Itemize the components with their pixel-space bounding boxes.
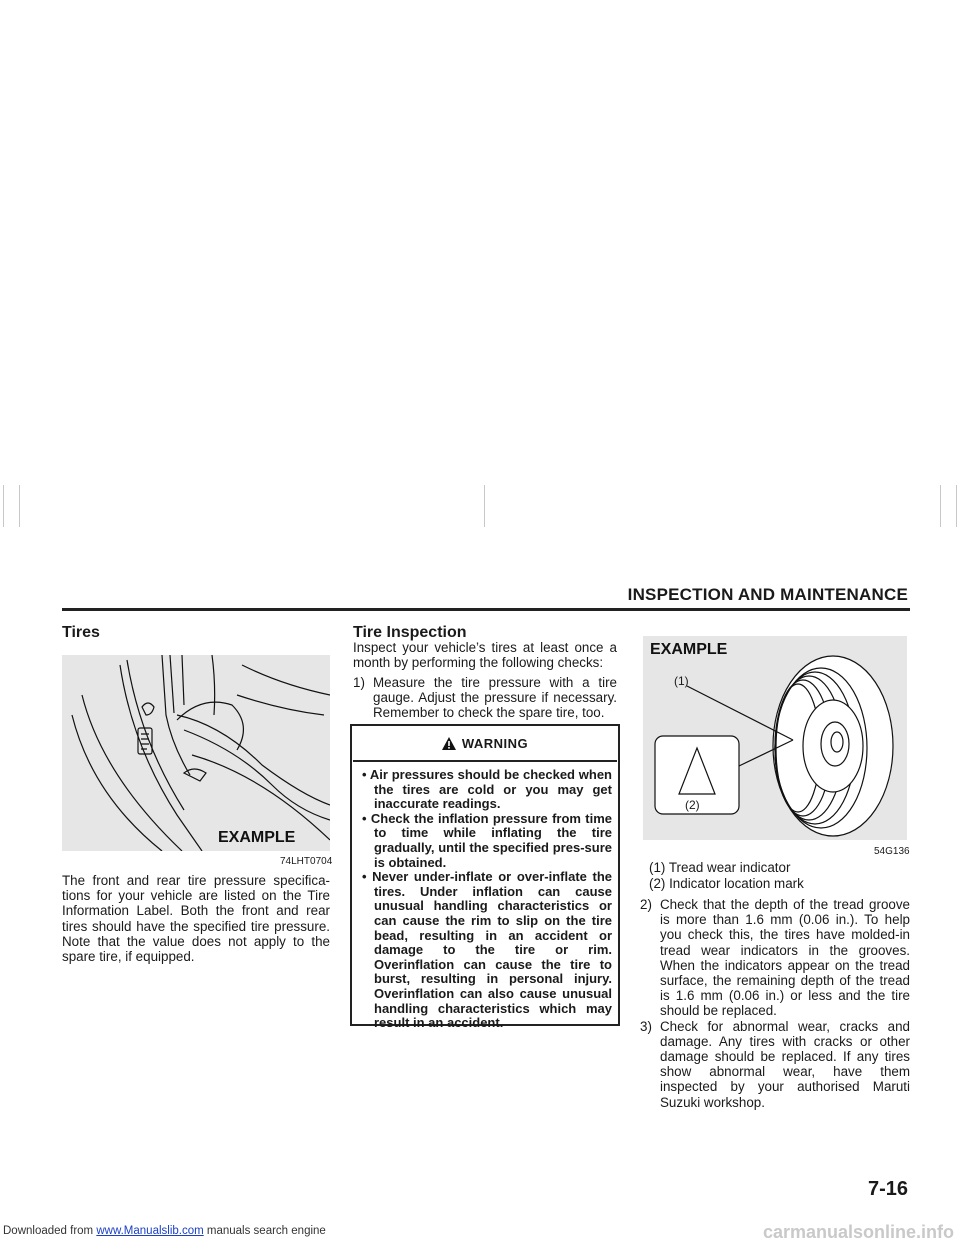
crop-line [3,485,4,527]
tire-inspection-heading: Tire Inspection [353,624,467,641]
example-label: EXAMPLE [650,641,728,658]
warning-box [350,724,620,1031]
page-number: 7-16 [867,1178,908,1200]
image-code: 74LHT0704 [280,856,333,867]
crop-line [956,485,957,527]
step-list [640,897,910,1110]
warning-item: • Never under-inflate or over-inflate the tires. Under inflation can cause unusual handling characteristics or can cause the rim to slip on the tire bead, resulting in an accident or damage to the tire or rim. Overinflation can cause the tire to burst, resulting in personal injury. Overinflation can also cause unusual handling characteristics which may result in an accident. [362,869,612,1031]
warning-divider [353,760,617,762]
download-notice: Downloaded from www.Manualslib.com manuals search engine [3,1225,326,1237]
step-3: 3) Check for abnormal wear, cracks and damage. Any tires with cracks or other damage should be replaced. If any tires show abnormal wear, have them inspected by your authorised Maruti Suzuki workshop. [640,1018,910,1110]
warning-title: WARNING [461,735,529,751]
warning-header [352,726,618,760]
callout-2: (2) [685,798,700,812]
image-code: 54G136 [874,846,910,857]
step-1 [353,675,617,721]
step-number: 1) [353,675,365,690]
crop-line [484,485,485,527]
footer [0,1222,960,1242]
warning-item: • Air pressures should be checked when the tires are cold or you may get inaccurate readings. [362,767,612,812]
warning-item: • Check the inflation pressure from time to time while inflating the tire gradually, until the specified pres-sure is obtained. [362,810,612,870]
section-title: INSPECTION AND MAINTENANCE [627,585,908,604]
tires-paragraph: The front and rear tire pressure specifica-tions for your vehicle are listed on the Tire Information Label. Both the front and rear tires should have the specified tire pressure. Note that the value does not apply to the spare tire, if equipped. [62,873,330,965]
tires-heading: Tires [62,624,100,641]
step-2: 2) Check that the depth of the tread groove is more than 1.6 mm (0.06 in.). To help you check this, the tires have molded-in tread wear indicators in the grooves. When the indicators appear on the tread surface, the remaining depth of the tread is 1.6 mm (0.06 in.) or less and the tire should be replaced. [640,897,910,1019]
crop-line [940,485,941,527]
manualslib-link[interactable]: www.Manualslib.com [96,1225,204,1237]
tire-drawing [643,636,907,840]
watermark: carmanualsonline.info [762,1222,954,1242]
warning-list [352,768,618,1031]
tread-indicator-illustration [643,636,907,840]
tire-label-illustration [62,655,330,851]
crop-line [19,485,20,527]
legend-2: (2) Indicator location mark [649,876,804,891]
door-pillar-drawing [62,655,330,851]
inspection-intro: Inspect your vehicle’s tires at least once a month by performing the following checks: [353,640,617,671]
callout-1: (1) [674,674,689,688]
header-rule [62,608,910,611]
legend-1: (1) Tread wear indicator [649,860,791,875]
example-label: EXAMPLE [218,829,296,846]
warning-triangle-icon [442,737,456,750]
step-text: Measure the tire pressure with a tire gauge. Adjust the pressure if necessary. Remember to check the spare tire, too. [373,675,617,721]
